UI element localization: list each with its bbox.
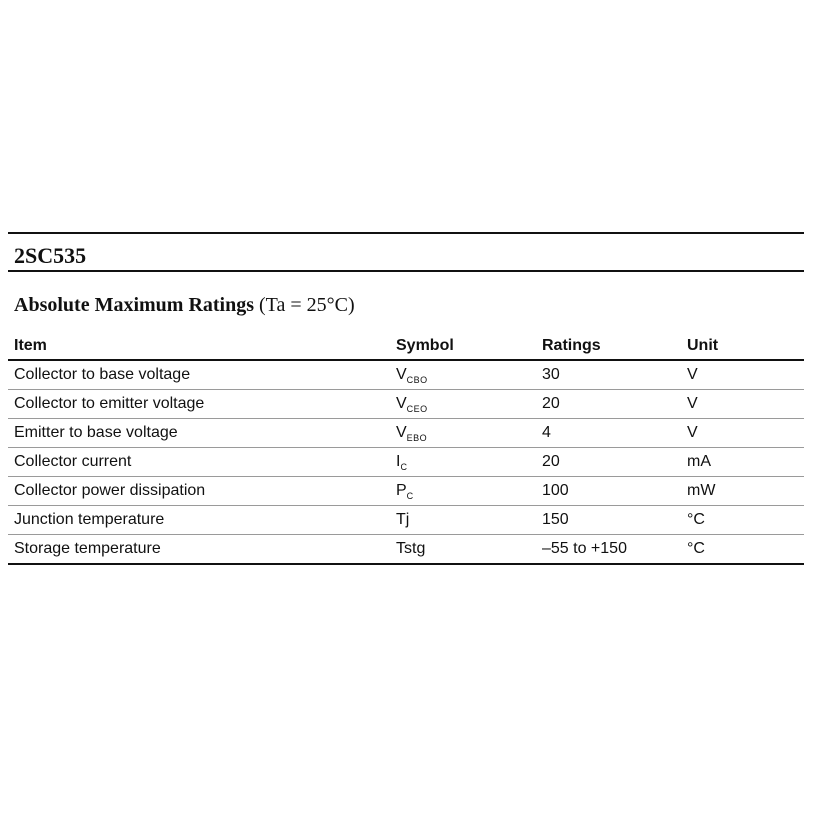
cell-unit: V	[683, 390, 804, 419]
section-title: Absolute Maximum Ratings	[14, 294, 255, 316]
header-unit: Unit	[683, 333, 804, 360]
table-row	[8, 419, 804, 448]
cell-unit: V	[683, 360, 804, 390]
cell-item: Collector to base voltage	[8, 360, 392, 390]
cell-rating: 4	[538, 419, 683, 448]
section-heading	[8, 272, 804, 317]
cell-item: Junction temperature	[8, 506, 392, 535]
symbol-sub: CBO	[406, 374, 428, 385]
cell-unit: mA	[683, 448, 804, 477]
cell-unit: °C	[683, 535, 804, 565]
table-row	[8, 535, 804, 565]
header-symbol: Symbol	[392, 333, 538, 360]
cell-unit: mW	[683, 477, 804, 506]
cell-unit: V	[683, 419, 804, 448]
cell-item: Emitter to base voltage	[8, 419, 392, 448]
table-row	[8, 477, 804, 506]
cell-item: Storage temperature	[8, 535, 392, 565]
symbol-sub: C	[406, 490, 414, 501]
cell-item: Collector to emitter voltage	[8, 390, 392, 419]
ratings-table	[8, 333, 804, 565]
cell-symbol	[392, 419, 538, 448]
symbol-main: V	[396, 423, 407, 441]
cell-rating: 150	[538, 506, 683, 535]
table-row	[8, 506, 804, 535]
table-row	[8, 360, 804, 390]
cell-rating: 20	[538, 448, 683, 477]
cell-rating: 100	[538, 477, 683, 506]
cell-item: Collector current	[8, 448, 392, 477]
header-item: Item	[8, 333, 392, 360]
cell-item: Collector power dissipation	[8, 477, 392, 506]
cell-symbol	[392, 506, 538, 535]
symbol-main: V	[396, 365, 407, 383]
table-header-row	[8, 333, 804, 360]
symbol-main: Tstg	[396, 539, 426, 557]
cell-symbol	[392, 390, 538, 419]
cell-rating: 20	[538, 390, 683, 419]
table-row	[8, 448, 804, 477]
section-condition: (Ta = 25°C)	[259, 294, 355, 316]
cell-symbol	[392, 535, 538, 565]
symbol-main: V	[396, 394, 407, 412]
symbol-sub: EBO	[406, 432, 428, 443]
cell-symbol	[392, 448, 538, 477]
cell-symbol	[392, 477, 538, 506]
header-ratings: Ratings	[538, 333, 683, 360]
symbol-main: I	[396, 452, 401, 470]
cell-unit: °C	[683, 506, 804, 535]
cell-rating: 30	[538, 360, 683, 390]
cell-symbol	[392, 360, 538, 390]
datasheet-section	[8, 232, 804, 565]
part-number-title: 2SC535	[14, 243, 87, 268]
symbol-sub: C	[400, 461, 408, 472]
cell-rating: –55 to +150	[538, 535, 683, 565]
table-row	[8, 390, 804, 419]
symbol-main: P	[396, 481, 407, 499]
symbol-sub: CEO	[406, 403, 428, 414]
symbol-main: Tj	[396, 510, 410, 528]
